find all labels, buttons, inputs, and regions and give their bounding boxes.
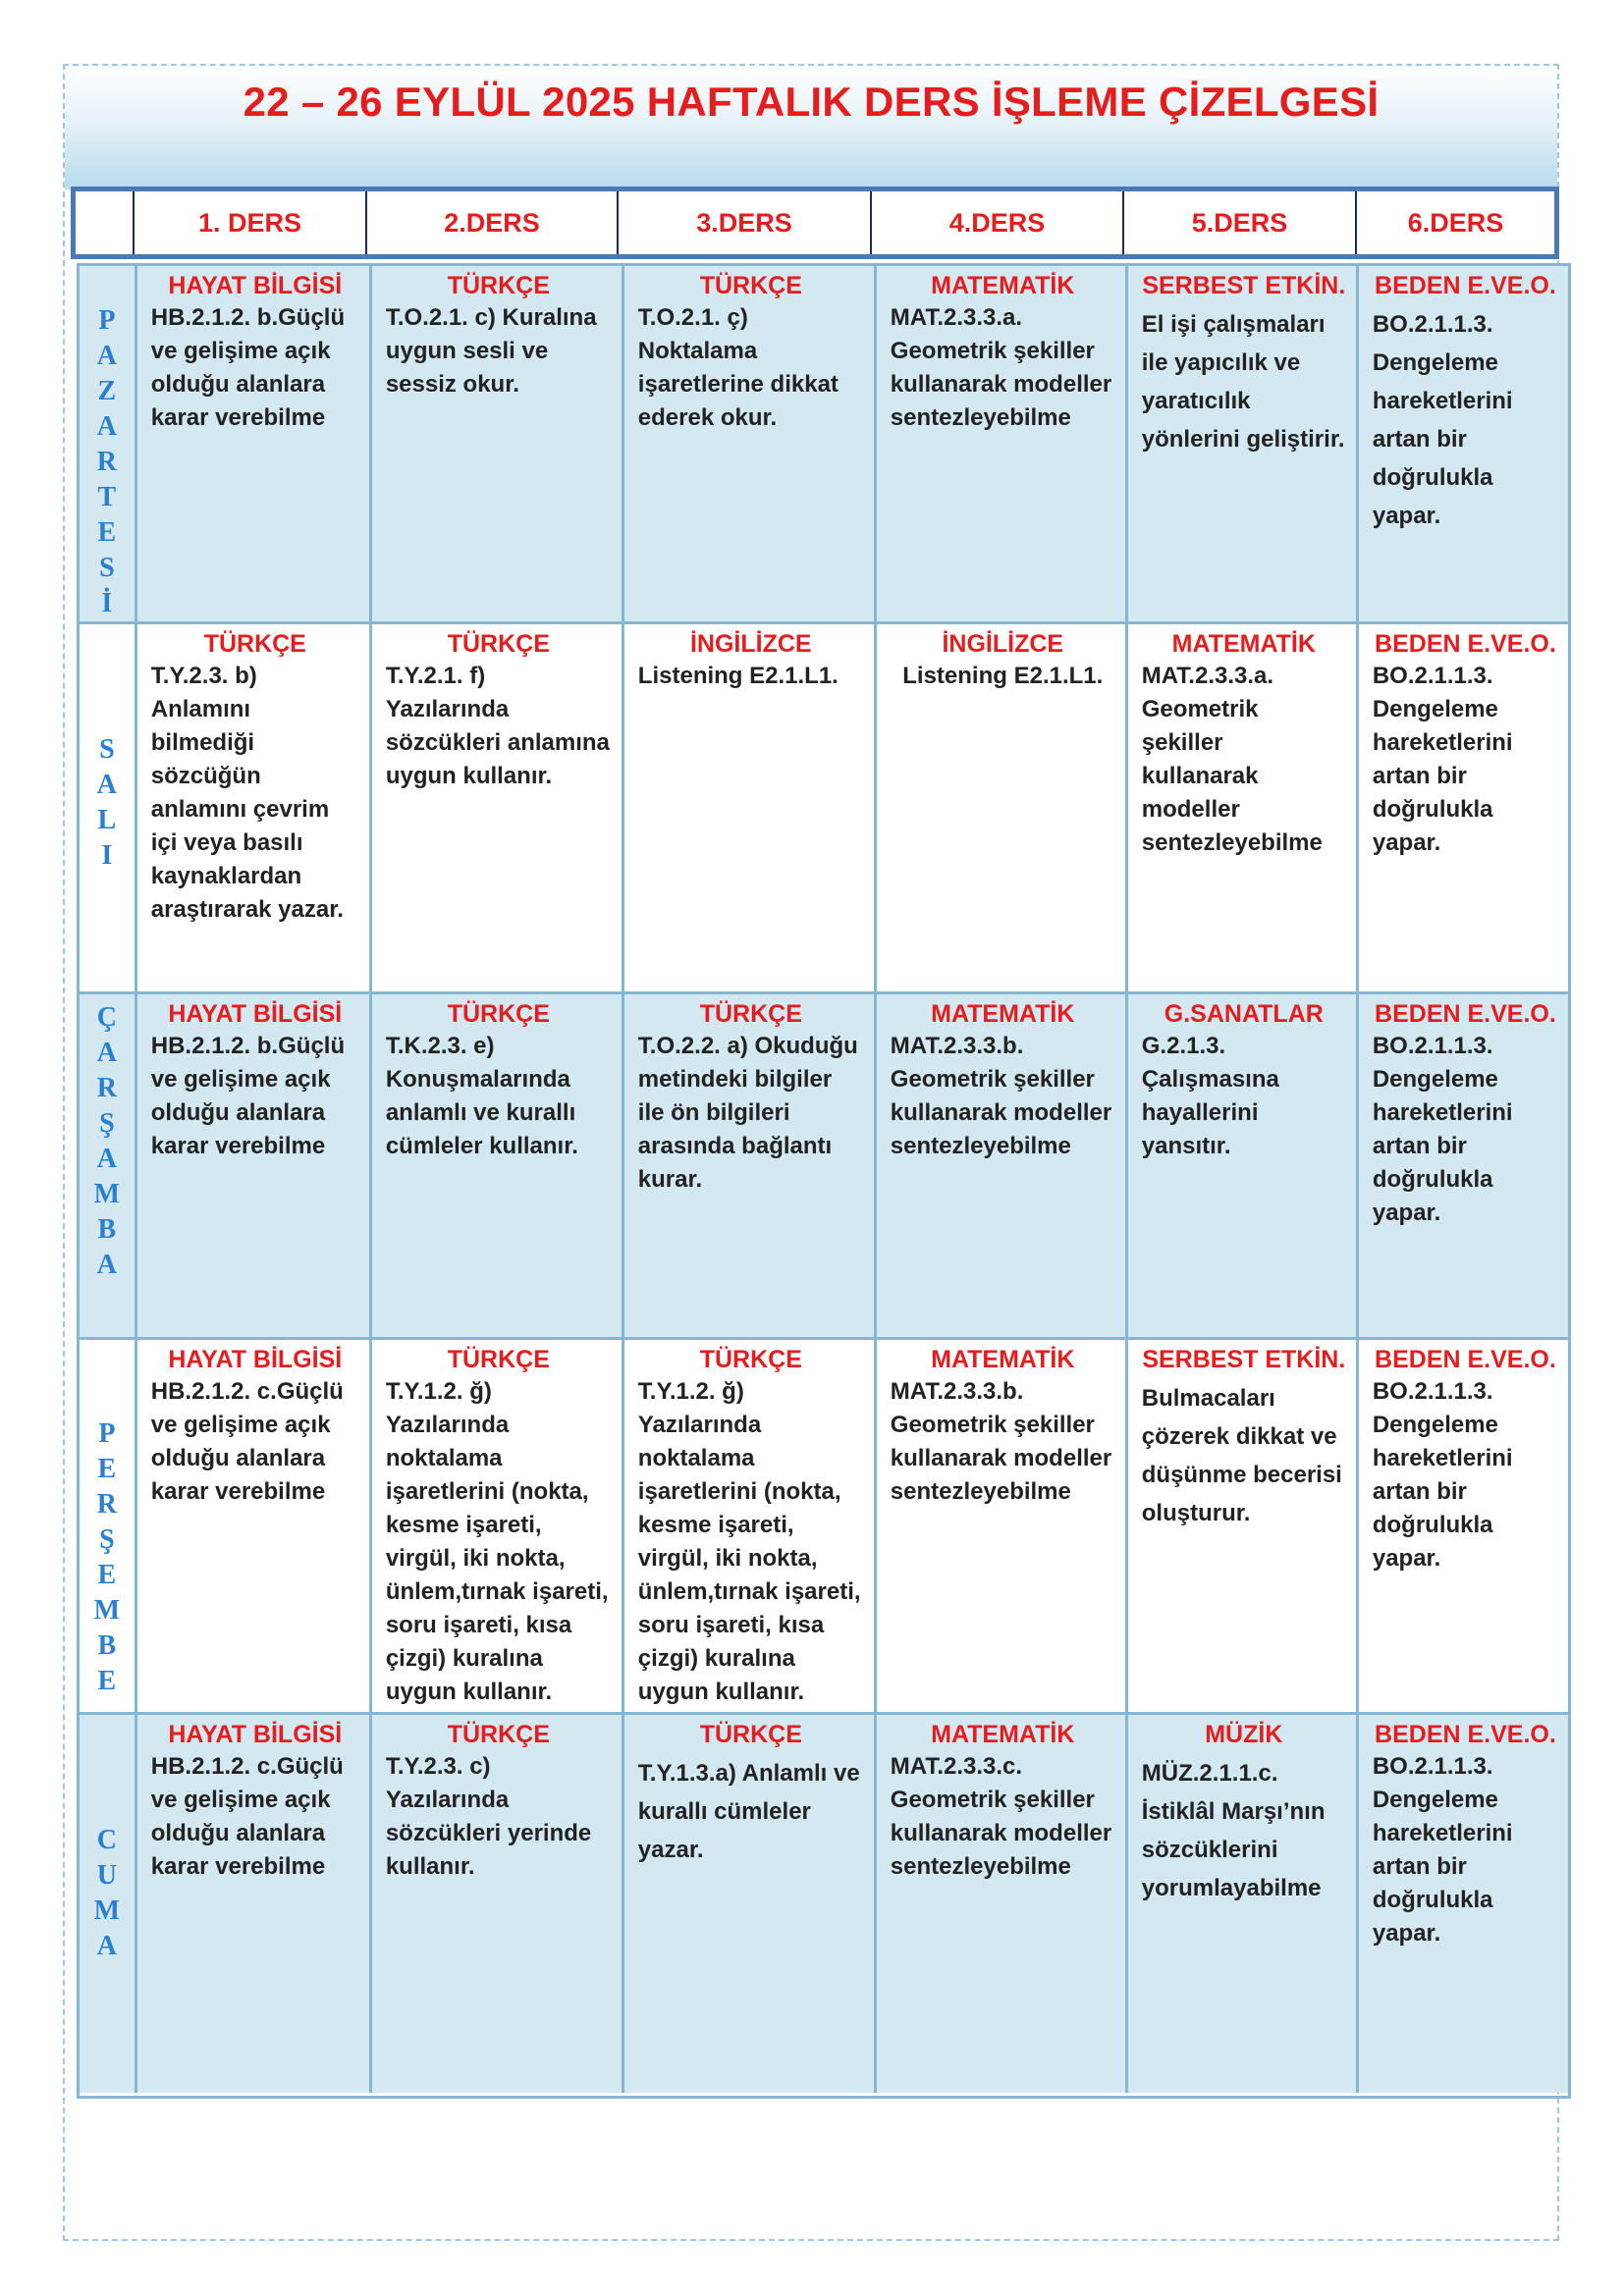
lesson-outcome: HB.2.1.2. b.Güçlü ve gelişime açık olduğu alanlara karar verebilme (150, 1033, 346, 1159)
lesson-outcome: T.Y.2.1. f) Yazılarında sözcükleri anlamına uygun kullanır. (385, 663, 610, 789)
day-letter: S (99, 553, 115, 583)
lesson-subject: MATEMATİK (931, 1721, 1075, 1748)
lesson-cell (1125, 994, 1356, 1337)
lesson-cell (369, 624, 622, 991)
day-letter: İ (101, 588, 113, 618)
header-lesson-5: 5.DERS (1122, 191, 1355, 254)
lesson-subject: MATEMATİK (931, 1000, 1075, 1028)
day-letter: Ç (96, 1002, 117, 1033)
lesson-cell (874, 994, 1125, 1337)
day-letter: E (97, 1666, 117, 1696)
day-label (80, 994, 135, 1337)
lesson-cell (369, 266, 622, 621)
lesson-cell (135, 1715, 369, 2093)
lesson-subject: TÜRKÇE (203, 630, 306, 658)
lesson-subject: TÜRKÇE (447, 1000, 550, 1028)
day-label (80, 1340, 135, 1712)
lesson-subject: BEDEN E.VE.O. (1375, 1000, 1556, 1028)
lesson-outcome: MAT.2.3.3.a. Geometrik şekiller kullanarak modeller sentezleyebilme (1141, 663, 1323, 856)
lesson-outcome: T.O.2.1. c) Kuralına uygun sesli ve sessiz okur. (385, 304, 597, 398)
day-letter: M (93, 1179, 121, 1209)
day-letter: R (96, 1073, 117, 1103)
day-cuma-row (80, 1712, 1568, 2093)
lesson-outcome: MAT.2.3.3.b. Geometrik şekiller kullanarak modeller sentezleyebilme (890, 1033, 1112, 1159)
lesson-cell (874, 1340, 1125, 1712)
day-letter: Ş (99, 1524, 115, 1555)
lesson-outcome: MAT.2.3.3.c. Geometrik şekiller kullanarak modeller sentezleyebilme (890, 1753, 1112, 1880)
column-header-row (71, 187, 1559, 259)
lesson-outcome: Listening E2.1.L1. (637, 663, 839, 689)
lesson-subject: BEDEN E.VE.O. (1375, 630, 1556, 658)
lesson-subject: HAYAT BİLGİSİ (168, 1346, 343, 1373)
lesson-subject: BEDEN E.VE.O. (1375, 272, 1556, 299)
day-persembe-row (80, 1337, 1568, 1712)
day-letter: A (96, 770, 117, 800)
day-label (80, 1715, 135, 2093)
day-letter: A (96, 1250, 117, 1280)
lesson-outcome: G.2.1.3. Çalışmasına hayallerini yansıtır. (1141, 1033, 1279, 1159)
day-letter: A (96, 1038, 117, 1068)
lesson-cell (1356, 1715, 1568, 2093)
day-letter: U (96, 1860, 117, 1891)
header-lesson-3: 3.DERS (617, 191, 870, 254)
lesson-subject: TÜRKÇE (699, 1721, 802, 1748)
lesson-subject: TÜRKÇE (447, 272, 550, 299)
lesson-outcome: T.Y.1.2. ğ) Yazılarında noktalama işaretlerini (nokta, kesme işareti, virgül, iki nokta, ünlem,tırnak işareti, soru işareti, kısa çizgi) kuralına uygun kullanır. (637, 1378, 861, 1705)
lesson-subject: TÜRKÇE (699, 1000, 802, 1028)
lesson-cell (874, 624, 1125, 991)
lesson-subject: BEDEN E.VE.O. (1375, 1721, 1556, 1748)
header-corner (76, 191, 133, 254)
day-carsamba-row (80, 991, 1568, 1337)
lesson-cell (874, 266, 1125, 621)
header-lesson-1: 1. DERS (133, 191, 365, 254)
lesson-subject: İNGİLİZCE (942, 630, 1064, 658)
lesson-cell (622, 994, 874, 1337)
lesson-outcome: Listening E2.1.L1. (902, 663, 1104, 689)
lesson-outcome: BO.2.1.1.3. Dengeleme hareketlerini artan bir doğrulukla yapar. (1372, 1378, 1513, 1572)
lesson-cell (622, 624, 874, 991)
lesson-subject: SERBEST ETKİN. (1142, 1346, 1346, 1373)
day-letter: M (93, 1896, 121, 1926)
lesson-cell (1125, 266, 1356, 621)
lesson-cell (622, 266, 874, 621)
day-letter: E (97, 1454, 117, 1484)
lesson-subject: MÜZİK (1205, 1721, 1283, 1748)
lesson-outcome: BO.2.1.1.3. Dengeleme hareketlerini artan bir doğrulukla yapar. (1372, 311, 1513, 529)
lesson-cell (1356, 994, 1568, 1337)
lesson-cell (135, 624, 369, 991)
lesson-cell (135, 994, 369, 1337)
lesson-subject: HAYAT BİLGİSİ (168, 1721, 343, 1748)
lesson-outcome: Bulmacaları çözerek dikkat ve düşünme becerisi oluşturur. (1141, 1385, 1342, 1526)
day-sali-row (80, 621, 1568, 991)
day-letter: P (98, 1418, 116, 1449)
day-letter: M (93, 1595, 121, 1626)
day-label (80, 624, 135, 991)
lesson-cell (369, 1340, 622, 1712)
lesson-subject: MATEMATİK (1171, 630, 1316, 658)
lesson-cell (1125, 624, 1356, 991)
lesson-outcome: T.K.2.3. e) Konuşmalarında anlamlı ve kurallı cümleler kullanır. (385, 1033, 578, 1159)
lesson-outcome: MAT.2.3.3.b. Geometrik şekiller kullanarak modeller sentezleyebilme (890, 1378, 1112, 1505)
day-letter: R (96, 447, 117, 477)
day-label (80, 266, 135, 621)
lesson-subject: SERBEST ETKİN. (1142, 272, 1346, 299)
day-letter: B (97, 1214, 117, 1245)
day-letter: B (97, 1630, 117, 1661)
lesson-outcome: HB.2.1.2. b.Güçlü ve gelişime açık olduğu alanlara karar verebilme (150, 304, 346, 431)
lesson-outcome: El işi çalışmaları ile yapıcılık ve yaratıcılık yönlerini geliştirir. (1141, 311, 1345, 453)
lesson-outcome: BO.2.1.1.3. Dengeleme hareketlerini artan bir doğrulukla yapar. (1372, 1033, 1513, 1226)
lesson-cell (1125, 1340, 1356, 1712)
lesson-subject: TÜRKÇE (447, 630, 550, 658)
lesson-cell (369, 1715, 622, 2093)
day-letter: S (99, 734, 115, 765)
lesson-cell (1356, 1340, 1568, 1712)
header-lesson-4: 4.DERS (870, 191, 1122, 254)
day-letter: E (97, 517, 117, 548)
day-pazartesi-row (80, 266, 1568, 621)
lesson-outcome: T.Y.1.2. ğ) Yazılarında noktalama işaretlerini (nokta, kesme işareti, virgül, iki nokta, ünlem,tırnak işareti, soru işareti, kısa çizgi) kuralına uygun kullanır. (385, 1378, 609, 1705)
lesson-outcome: HB.2.1.2. c.Güçlü ve gelişime açık olduğu alanlara karar verebilme (150, 1753, 344, 1880)
lesson-cell (1125, 1715, 1356, 2093)
lesson-cell (874, 1715, 1125, 2093)
lesson-cell (622, 1715, 874, 2093)
lesson-outcome: T.Y.2.3. c) Yazılarında sözcükleri yerinde kullanır. (385, 1753, 592, 1880)
lesson-subject: TÜRKÇE (699, 1346, 802, 1373)
lesson-subject: G.SANATLAR (1164, 1000, 1324, 1028)
lesson-outcome: T.Y.1.3.a) Anlamlı ve kurallı cümleler yazar. (637, 1760, 860, 1863)
day-letter: T (97, 482, 117, 512)
schedule-table (77, 263, 1571, 2099)
lesson-subject: TÜRKÇE (447, 1721, 550, 1748)
day-letter: E (97, 1560, 117, 1590)
header-lesson-2: 2.DERS (365, 191, 617, 254)
day-letter: Ş (99, 1108, 115, 1139)
day-letter: I (101, 840, 113, 871)
day-letter: A (96, 341, 117, 371)
lesson-subject: MATEMATİK (931, 1346, 1075, 1373)
lesson-cell (1356, 266, 1568, 621)
page-title: 22 – 26 EYLÜL 2025 HAFTALIK DERS İŞLEME ÇİZELGESİ (243, 79, 1380, 125)
lesson-cell (1356, 624, 1568, 991)
day-letter: A (96, 1144, 117, 1174)
header-lesson-6: 6.DERS (1355, 191, 1554, 254)
day-letter: Z (97, 376, 117, 406)
lesson-cell (369, 994, 622, 1337)
lesson-subject: HAYAT BİLGİSİ (168, 1000, 343, 1028)
lesson-outcome: MAT.2.3.3.a. Geometrik şekiller kullanarak modeller sentezleyebilme (890, 304, 1112, 431)
lesson-outcome: MÜZ.2.1.1.c. İstiklâl Marşı’nın sözcüklerini yorumlayabilme (1141, 1760, 1326, 1901)
lesson-subject: TÜRKÇE (447, 1346, 550, 1373)
lesson-outcome: HB.2.1.2. c.Güçlü ve gelişime açık olduğu alanlara karar verebilme (150, 1378, 344, 1505)
lesson-outcome: T.O.2.2. a) Okuduğu metindeki bilgiler ile ön bilgileri arasında bağlantı kurar. (637, 1033, 858, 1193)
lesson-cell (622, 1340, 874, 1712)
lesson-outcome: T.Y.2.3. b) Anlamını bilmediği sözcüğün anlamını çevrim içi veya basılı kaynaklardan araştırarak yazar. (150, 663, 344, 923)
day-letter: R (96, 1489, 117, 1520)
lesson-subject: MATEMATİK (931, 272, 1075, 299)
lesson-outcome: BO.2.1.1.3. Dengeleme hareketlerini artan bir doğrulukla yapar. (1372, 1753, 1513, 1947)
day-letter: P (98, 305, 116, 336)
lesson-subject: TÜRKÇE (699, 272, 802, 299)
lesson-cell (135, 1340, 369, 1712)
day-letter: L (97, 805, 117, 835)
lesson-cell (135, 266, 369, 621)
lesson-outcome: T.O.2.1. ç) Noktalama işaretlerine dikkat ederek okur. (637, 304, 839, 431)
lesson-subject: HAYAT BİLGİSİ (168, 272, 343, 299)
lesson-outcome: BO.2.1.1.3. Dengeleme hareketlerini artan bir doğrulukla yapar. (1372, 663, 1513, 856)
day-letter: A (96, 411, 117, 442)
day-letter: C (96, 1825, 117, 1855)
lesson-subject: İNGİLİZCE (689, 630, 812, 658)
lesson-subject: BEDEN E.VE.O. (1375, 1346, 1556, 1373)
day-letter: A (96, 1931, 117, 1961)
